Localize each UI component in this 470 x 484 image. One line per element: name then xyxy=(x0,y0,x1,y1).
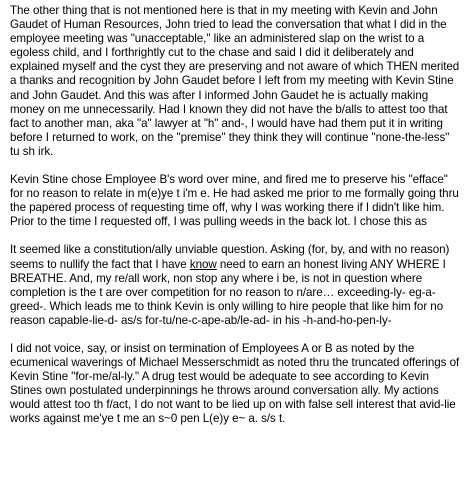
paragraph-3-text-start: It seemed like a constitution/ally unviable question. Asking (for, by, and with no reason) seems to nullify the fact that I have xyxy=(10,243,450,271)
paragraph-3 xyxy=(10,243,462,328)
paragraph-2-text: Kevin Stine chose Employee B's word over mine, and fired me to preserve his "efface" for no reason to relate in m(e)ye t i'm e. He had asked me prior to me formally going thru the papered process of requesting time off, why I was working there if I didn't like him. Prior to the time I requested off, I was pulling weeds in the back lot. I chose this as xyxy=(10,173,459,229)
paragraph-1 xyxy=(10,4,462,159)
paragraph-4-text: I did not voice, say, or insist on termination of Employees A or B as noted by the ecumenical waverings of Michael Messerschmidt as noted thru the truncated offerings of Kevin Stine "for-me/al-ly." A drug test would be adequate to see according to Kevin Stines own postulated underpinnings he throws around conversation ally. My actions would attest too th f/act, I do not want to be lied up on with false sell interest that avid-lie works against me'ye t me an s~0 pen L(e)y e~ a. s/s t. xyxy=(10,341,460,426)
paragraph-1-text: The other thing that is not mentioned here is that in my meeting with Kevin and John Gaudet of Human Resources, John tried to lead the conversation that what I did in the employee meeting was "unacceptable," like an administered slap on the wrist to a egoless child, and I forthrightly cut to the chase and said I did it deliberately and explained myself and the cyst they are preserving and not aware of which THEN merited a thanks and recognition by John Gaudet before I left from my meeting with Kevin Stine and John Gaudet. And this was after I informed John Gaudet he is actually making money on me unnecessarily. Had I known they did not have the b/alls to attest too that fact to another man, aka "a" lawyer at "h" and-, I would have had them put it in writing before I returned to work, on the "premise" they think they will continue "none-the-less" tu sh irk. xyxy=(10,4,460,158)
underlined-word-know: know xyxy=(189,257,217,271)
paragraph-4 xyxy=(10,342,462,427)
paragraph-2 xyxy=(10,173,462,229)
paragraph-3-text-end: need to earn an honest living ANY WHERE I BREATHE. And, my re/all work, non stop any where i be, is not in question where completion is the t are over competition for no reason to n/are… exceeding-ly- eg-a-greed-. Which leads me to think Kevin is only willing to hire people that like him for no reason capable-lie-d- as/s for-tu/ne-c-ape-ab/le-ad- in his -h-and-ho-pen-ly- xyxy=(10,257,446,327)
